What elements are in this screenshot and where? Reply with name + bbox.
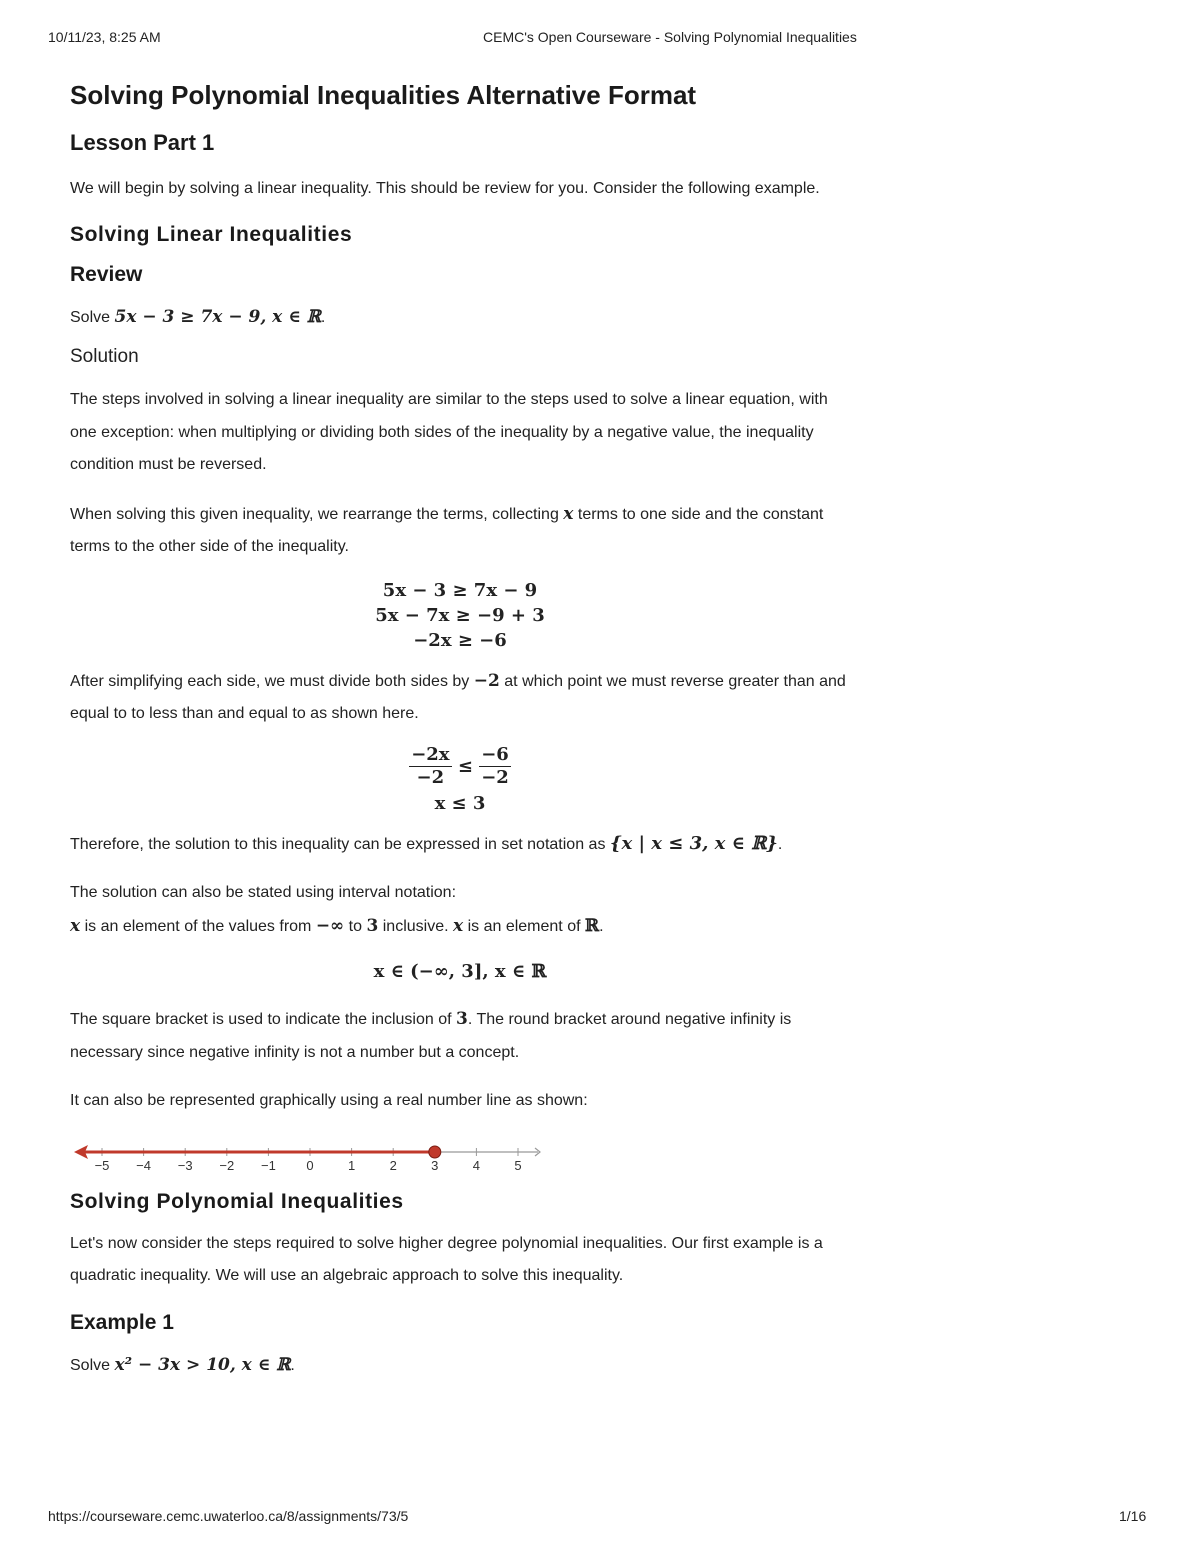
tick-label: −4 xyxy=(136,1157,152,1173)
period: . xyxy=(320,308,326,326)
interval-intro: The solution can also be stated using interval notation: xyxy=(70,884,457,901)
interval-text-f: is an element of xyxy=(463,917,585,935)
set-notation-paragraph xyxy=(70,828,850,862)
period: . xyxy=(777,835,783,853)
divide-text-a: After simplifying each side, we must divide both sides by xyxy=(70,672,474,690)
equation-line-2: 5x − 7x ≥ −9 + 3 xyxy=(375,604,545,626)
review-heading: Review xyxy=(70,262,143,286)
example-1-heading: Example 1 xyxy=(70,1310,174,1334)
equation-block xyxy=(70,578,850,653)
period: . xyxy=(290,1356,295,1374)
var-x: x xyxy=(70,915,81,936)
example-1-problem xyxy=(70,1349,850,1383)
tick-label: −3 xyxy=(177,1157,193,1173)
graph-paragraph: It can also be represented graphically using a real number line as shown: xyxy=(70,1092,588,1109)
fraction-left xyxy=(409,744,451,789)
tick-label: 4 xyxy=(472,1157,481,1173)
neg-infinity: −∞ xyxy=(315,915,345,936)
tick-label: 5 xyxy=(514,1157,522,1173)
rearrange-text-b: terms to one side and the constant terms to the other side of the inequality. xyxy=(70,505,824,555)
divide-paragraph xyxy=(70,665,850,731)
intro-paragraph: We will begin by solving a linear inequality. This should be review for you. Consider the following example. xyxy=(70,180,820,197)
bracket-paragraph xyxy=(70,1003,850,1069)
fraction-block xyxy=(70,743,850,816)
set-text: Therefore, the solution to this inequality can be expressed in set notation as xyxy=(70,835,610,853)
fraction-left-numerator: −2x xyxy=(411,744,450,765)
equation-line-3: −2x ≥ −6 xyxy=(413,629,507,651)
section-heading-linear: Solving Linear Inequalities xyxy=(70,222,353,246)
rearrange-text-a: When solving this given inequality, we rearrange the terms, collecting xyxy=(70,505,564,523)
var-x: x xyxy=(563,503,574,524)
reals-symbol: ℝ xyxy=(584,915,600,936)
interval-text-d: inclusive. xyxy=(378,917,453,935)
fraction-right xyxy=(479,744,511,789)
interval-text-c: to xyxy=(344,917,367,935)
interval-text-b: is an element of the values from xyxy=(80,917,316,935)
neg-two: −2 xyxy=(473,670,500,691)
tick-label: 0 xyxy=(306,1157,314,1173)
var-x: x xyxy=(453,915,464,936)
problem-statement xyxy=(70,301,850,335)
tick-label: −2 xyxy=(219,1157,235,1173)
number-three: 3 xyxy=(456,1009,468,1029)
rearrange-paragraph xyxy=(70,498,850,564)
fraction-right-numerator: −6 xyxy=(481,744,509,765)
fraction-left-denominator: −2 xyxy=(416,767,445,788)
divide-text-b: at which point we must reverse greater than and equal to to less than and equal to as shown here. xyxy=(70,672,846,722)
tick-label: −5 xyxy=(94,1157,110,1173)
fraction-right-denominator: −2 xyxy=(481,767,509,788)
tick-label: 2 xyxy=(389,1157,397,1173)
print-page-number: 1/16 xyxy=(1119,1508,1147,1524)
solve-word: Solve xyxy=(70,1356,111,1374)
print-doc-title: CEMC's Open Courseware - Solving Polynomial Inequalities xyxy=(483,29,857,45)
interval-paragraph xyxy=(70,877,850,943)
number-three: 3 xyxy=(366,915,379,936)
steps-paragraph: The steps involved in solving a linear inequality are similar to the steps used to solve a linear equation, with one exception: when multiplying or dividing both sides of the inequality by a negative value, the inequality condition must be reversed. xyxy=(70,391,828,473)
set-notation: {x | x ≤ 3, x ∈ ℝ} xyxy=(609,832,778,854)
problem-expression: 5x − 3 ≥ 7x − 9, x ∈ ℝ xyxy=(114,306,321,327)
page-title: Solving Polynomial Inequalities Alternative Format xyxy=(70,80,697,110)
bracket-text-b: . The round bracket around negative infinity is necessary since negative infinity is not a number but a concept. xyxy=(70,1011,792,1061)
lesson-heading: Lesson Part 1 xyxy=(70,130,215,155)
lesson-content xyxy=(70,78,850,1382)
tick-label: 1 xyxy=(347,1157,356,1173)
leq-symbol: ≤ xyxy=(457,755,473,777)
print-url: https://courseware.cemc.uwaterloo.ca/8/assignments/73/5 xyxy=(48,1508,409,1524)
bracket-text-a: The square bracket is used to indicate the inclusion of xyxy=(70,1011,456,1028)
number-line xyxy=(70,1134,550,1174)
solve-word: Solve xyxy=(70,308,111,326)
result-line: x ≤ 3 xyxy=(434,792,486,814)
solution-heading: Solution xyxy=(70,346,139,367)
tick-label: 3 xyxy=(431,1157,439,1173)
interval-notation: x ∈ (−∞, 3], x ∈ ℝ xyxy=(373,961,547,982)
equation-line-1: 5x − 3 ≥ 7x − 9 xyxy=(382,579,538,601)
tick-label: −1 xyxy=(260,1157,276,1173)
polynomial-intro-paragraph: Let's now consider the steps required to solve higher degree polynomial inequalities. Our first example is a quadratic inequality. We will use an algebraic approach to solve this inequality. xyxy=(70,1234,823,1284)
closed-endpoint-3 xyxy=(429,1146,441,1158)
section-heading-polynomial: Solving Polynomial Inequalities xyxy=(70,1189,404,1213)
period: . xyxy=(599,917,604,935)
example-1-expression: x² − 3x > 10, x ∈ ℝ xyxy=(114,1354,291,1375)
print-date: 10/11/23, 8:25 AM xyxy=(48,29,161,45)
